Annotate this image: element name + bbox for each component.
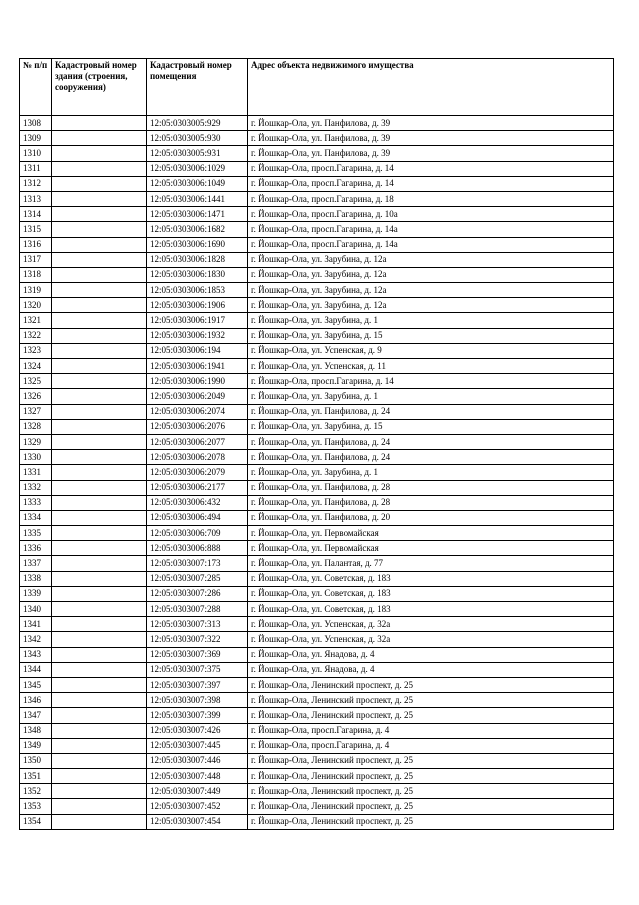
address-cell: г. Йошкар-Ола, ул. Советская, д. 183 (248, 586, 614, 601)
room-cadastral-cell: 12:05:0303006:1690 (147, 237, 248, 252)
building-cadastral-cell (52, 814, 147, 829)
table-row (20, 647, 614, 662)
address-cell: г. Йошкар-Ола, ул. Панфилова, д. 39 (248, 131, 614, 146)
address-cell: г. Йошкар-Ола, просп.Гагарина, д. 18 (248, 191, 614, 206)
table-row (20, 283, 614, 298)
building-cadastral-cell (52, 708, 147, 723)
room-cadastral-cell: 12:05:0303006:1853 (147, 283, 248, 298)
row-number-cell: 1325 (20, 374, 52, 389)
room-cadastral-cell: 12:05:0303007:426 (147, 723, 248, 738)
table-row (20, 602, 614, 617)
table-row (20, 237, 614, 252)
row-number-cell: 1336 (20, 541, 52, 556)
table-row (20, 434, 614, 449)
table-row (20, 131, 614, 146)
address-cell: г. Йошкар-Ола, ул. Успенская, д. 9 (248, 343, 614, 358)
table-row (20, 799, 614, 814)
address-cell: г. Йошкар-Ола, ул. Панфилова, д. 24 (248, 434, 614, 449)
table-row (20, 465, 614, 480)
room-cadastral-cell: 12:05:0303006:2077 (147, 434, 248, 449)
row-number-cell: 1327 (20, 404, 52, 419)
room-cadastral-cell: 12:05:0303007:452 (147, 799, 248, 814)
row-number-cell: 1349 (20, 738, 52, 753)
row-number-cell: 1343 (20, 647, 52, 662)
building-cadastral-cell (52, 313, 147, 328)
room-cadastral-cell: 12:05:0303006:1441 (147, 191, 248, 206)
row-number-cell: 1329 (20, 434, 52, 449)
row-number-cell: 1344 (20, 662, 52, 677)
address-cell: г. Йошкар-Ола, Ленинский проспект, д. 25 (248, 693, 614, 708)
building-cadastral-cell (52, 161, 147, 176)
row-number-cell: 1338 (20, 571, 52, 586)
building-cadastral-cell (52, 662, 147, 677)
row-number-cell: 1310 (20, 146, 52, 161)
header-row (20, 59, 614, 116)
room-cadastral-cell: 12:05:0303007:454 (147, 814, 248, 829)
building-cadastral-cell (52, 723, 147, 738)
address-cell: г. Йошкар-Ола, Ленинский проспект, д. 25 (248, 784, 614, 799)
address-cell: г. Йошкар-Ола, ул. Советская, д. 183 (248, 602, 614, 617)
building-cadastral-cell (52, 434, 147, 449)
table-row (20, 252, 614, 267)
table-header (20, 59, 614, 116)
building-cadastral-cell (52, 465, 147, 480)
address-cell: г. Йошкар-Ола, ул. Зарубина, д. 1 (248, 389, 614, 404)
building-cadastral-cell (52, 510, 147, 525)
header-number: № п/п (20, 59, 52, 116)
room-cadastral-cell: 12:05:0303006:194 (147, 343, 248, 358)
address-cell: г. Йошкар-Ола, ул. Панфилова, д. 39 (248, 146, 614, 161)
table-row (20, 222, 614, 237)
building-cadastral-cell (52, 753, 147, 768)
address-cell: г. Йошкар-Ола, ул. Панфилова, д. 20 (248, 510, 614, 525)
address-cell: г. Йошкар-Ола, ул. Зарубина, д. 12а (248, 267, 614, 282)
address-cell: г. Йошкар-Ола, ул. Первомайская (248, 541, 614, 556)
address-cell: г. Йошкар-Ола, Ленинский проспект, д. 25 (248, 814, 614, 829)
row-number-cell: 1320 (20, 298, 52, 313)
room-cadastral-cell: 12:05:0303007:446 (147, 753, 248, 768)
row-number-cell: 1322 (20, 328, 52, 343)
building-cadastral-cell (52, 738, 147, 753)
row-number-cell: 1353 (20, 799, 52, 814)
building-cadastral-cell (52, 450, 147, 465)
building-cadastral-cell (52, 176, 147, 191)
table-row (20, 723, 614, 738)
building-cadastral-cell (52, 389, 147, 404)
building-cadastral-cell (52, 677, 147, 692)
row-number-cell: 1332 (20, 480, 52, 495)
room-cadastral-cell: 12:05:0303006:1906 (147, 298, 248, 313)
building-cadastral-cell (52, 191, 147, 206)
address-cell: г. Йошкар-Ола, ул. Советская, д. 183 (248, 571, 614, 586)
address-cell: г. Йошкар-Ола, ул. Зарубина, д. 12а (248, 283, 614, 298)
room-cadastral-cell: 12:05:0303005:931 (147, 146, 248, 161)
building-cadastral-cell (52, 404, 147, 419)
room-cadastral-cell: 12:05:0303006:1932 (147, 328, 248, 343)
table-row (20, 176, 614, 191)
row-number-cell: 1342 (20, 632, 52, 647)
address-cell: г. Йошкар-Ола, ул. Янадова, д. 4 (248, 647, 614, 662)
row-number-cell: 1331 (20, 465, 52, 480)
room-cadastral-cell: 12:05:0303007:399 (147, 708, 248, 723)
building-cadastral-cell (52, 541, 147, 556)
room-cadastral-cell: 12:05:0303006:1830 (147, 267, 248, 282)
building-cadastral-cell (52, 374, 147, 389)
table-row (20, 207, 614, 222)
room-cadastral-cell: 12:05:0303006:888 (147, 541, 248, 556)
address-cell: г. Йошкар-Ола, ул. Зарубина, д. 15 (248, 419, 614, 434)
room-cadastral-cell: 12:05:0303006:432 (147, 495, 248, 510)
address-cell: г. Йошкар-Ола, Ленинский проспект, д. 25 (248, 769, 614, 784)
address-cell: г. Йошкар-Ола, Ленинский проспект, д. 25 (248, 708, 614, 723)
building-cadastral-cell (52, 359, 147, 374)
table-row (20, 677, 614, 692)
room-cadastral-cell: 12:05:0303007:322 (147, 632, 248, 647)
building-cadastral-cell (52, 131, 147, 146)
row-number-cell: 1328 (20, 419, 52, 434)
room-cadastral-cell: 12:05:0303006:1917 (147, 313, 248, 328)
address-cell: г. Йошкар-Ола, просп.Гагарина, д. 14 (248, 374, 614, 389)
room-cadastral-cell: 12:05:0303007:445 (147, 738, 248, 753)
building-cadastral-cell (52, 116, 147, 131)
address-cell: г. Йошкар-Ола, ул. Янадова, д. 4 (248, 662, 614, 677)
row-number-cell: 1346 (20, 693, 52, 708)
table-row (20, 450, 614, 465)
building-cadastral-cell (52, 602, 147, 617)
room-cadastral-cell: 12:05:0303006:709 (147, 526, 248, 541)
building-cadastral-cell (52, 693, 147, 708)
row-number-cell: 1335 (20, 526, 52, 541)
room-cadastral-cell: 12:05:0303007:398 (147, 693, 248, 708)
building-cadastral-cell (52, 617, 147, 632)
room-cadastral-cell: 12:05:0303006:2074 (147, 404, 248, 419)
address-cell: г. Йошкар-Ола, просп.Гагарина, д. 4 (248, 738, 614, 753)
table-row (20, 769, 614, 784)
building-cadastral-cell (52, 632, 147, 647)
room-cadastral-cell: 12:05:0303006:2049 (147, 389, 248, 404)
building-cadastral-cell (52, 146, 147, 161)
table-row (20, 116, 614, 131)
table-row (20, 267, 614, 282)
row-number-cell: 1354 (20, 814, 52, 829)
building-cadastral-cell (52, 222, 147, 237)
room-cadastral-cell: 12:05:0303006:1990 (147, 374, 248, 389)
address-cell: г. Йошкар-Ола, просп.Гагарина, д. 14а (248, 237, 614, 252)
row-number-cell: 1316 (20, 237, 52, 252)
row-number-cell: 1313 (20, 191, 52, 206)
row-number-cell: 1337 (20, 556, 52, 571)
table-row (20, 328, 614, 343)
address-cell: г. Йошкар-Ола, ул. Зарубина, д. 1 (248, 313, 614, 328)
address-cell: г. Йошкар-Ола, Ленинский проспект, д. 25 (248, 677, 614, 692)
address-cell: г. Йошкар-Ола, ул. Панфилова, д. 24 (248, 450, 614, 465)
row-number-cell: 1340 (20, 602, 52, 617)
building-cadastral-cell (52, 495, 147, 510)
address-cell: г. Йошкар-Ола, ул. Панфилова, д. 24 (248, 404, 614, 419)
room-cadastral-cell: 12:05:0303007:375 (147, 662, 248, 677)
address-cell: г. Йошкар-Ола, Ленинский проспект, д. 25 (248, 753, 614, 768)
row-number-cell: 1339 (20, 586, 52, 601)
address-cell: г. Йошкар-Ола, Ленинский проспект, д. 25 (248, 799, 614, 814)
table-row (20, 541, 614, 556)
room-cadastral-cell: 12:05:0303007:369 (147, 647, 248, 662)
table-row (20, 693, 614, 708)
table-row (20, 571, 614, 586)
address-cell: г. Йошкар-Ола, ул. Панфилова, д. 28 (248, 495, 614, 510)
address-cell: г. Йошкар-Ола, ул. Зарубина, д. 15 (248, 328, 614, 343)
table-row (20, 343, 614, 358)
table-row (20, 495, 614, 510)
row-number-cell: 1326 (20, 389, 52, 404)
address-cell: г. Йошкар-Ола, ул. Панфилова, д. 28 (248, 480, 614, 495)
building-cadastral-cell (52, 769, 147, 784)
address-cell: г. Йошкар-Ола, ул. Зарубина, д. 12а (248, 298, 614, 313)
building-cadastral-cell (52, 556, 147, 571)
room-cadastral-cell: 12:05:0303006:2076 (147, 419, 248, 434)
table-row (20, 510, 614, 525)
address-cell: г. Йошкар-Ола, ул. Успенская, д. 11 (248, 359, 614, 374)
row-number-cell: 1318 (20, 267, 52, 282)
table-row (20, 374, 614, 389)
table-row (20, 161, 614, 176)
building-cadastral-cell (52, 252, 147, 267)
row-number-cell: 1345 (20, 677, 52, 692)
table-row (20, 419, 614, 434)
address-cell: г. Йошкар-Ола, просп.Гагарина, д. 4 (248, 723, 614, 738)
address-cell: г. Йошкар-Ола, ул. Зарубина, д. 1 (248, 465, 614, 480)
room-cadastral-cell: 12:05:0303005:929 (147, 116, 248, 131)
row-number-cell: 1347 (20, 708, 52, 723)
room-cadastral-cell: 12:05:0303006:1471 (147, 207, 248, 222)
building-cadastral-cell (52, 480, 147, 495)
room-cadastral-cell: 12:05:0303007:397 (147, 677, 248, 692)
room-cadastral-cell: 12:05:0303006:1049 (147, 176, 248, 191)
table-row (20, 784, 614, 799)
table-row (20, 359, 614, 374)
row-number-cell: 1308 (20, 116, 52, 131)
table-row (20, 480, 614, 495)
row-number-cell: 1323 (20, 343, 52, 358)
room-cadastral-cell: 12:05:0303005:930 (147, 131, 248, 146)
row-number-cell: 1314 (20, 207, 52, 222)
building-cadastral-cell (52, 586, 147, 601)
header-address: Адрес объекта недвижимого имущества (248, 59, 614, 116)
header-room-cadastral-number: Кадастровый номер помещения (147, 59, 248, 116)
row-number-cell: 1348 (20, 723, 52, 738)
row-number-cell: 1317 (20, 252, 52, 267)
building-cadastral-cell (52, 647, 147, 662)
table-row (20, 298, 614, 313)
table-row (20, 708, 614, 723)
room-cadastral-cell: 12:05:0303007:448 (147, 769, 248, 784)
building-cadastral-cell (52, 799, 147, 814)
table-row (20, 556, 614, 571)
header-building-cadastral-number: Кадастровый номер здания (строения, сооружения) (52, 59, 147, 116)
row-number-cell: 1311 (20, 161, 52, 176)
address-cell: г. Йошкар-Ола, ул. Зарубина, д. 12а (248, 252, 614, 267)
table-row (20, 662, 614, 677)
building-cadastral-cell (52, 267, 147, 282)
room-cadastral-cell: 12:05:0303007:288 (147, 602, 248, 617)
address-cell: г. Йошкар-Ола, ул. Успенская, д. 32а (248, 617, 614, 632)
table-row (20, 586, 614, 601)
row-number-cell: 1334 (20, 510, 52, 525)
table-row (20, 753, 614, 768)
room-cadastral-cell: 12:05:0303006:2078 (147, 450, 248, 465)
building-cadastral-cell (52, 571, 147, 586)
table-row (20, 191, 614, 206)
table-row (20, 617, 614, 632)
address-cell: г. Йошкар-Ола, просп.Гагарина, д. 14а (248, 222, 614, 237)
address-cell: г. Йошкар-Ола, ул. Палантая, д. 77 (248, 556, 614, 571)
building-cadastral-cell (52, 784, 147, 799)
row-number-cell: 1341 (20, 617, 52, 632)
room-cadastral-cell: 12:05:0303006:2177 (147, 480, 248, 495)
table-row (20, 814, 614, 829)
room-cadastral-cell: 12:05:0303006:494 (147, 510, 248, 525)
table-row (20, 389, 614, 404)
address-cell: г. Йошкар-Ола, ул. Первомайская (248, 526, 614, 541)
row-number-cell: 1319 (20, 283, 52, 298)
row-number-cell: 1321 (20, 313, 52, 328)
building-cadastral-cell (52, 419, 147, 434)
table-row (20, 738, 614, 753)
building-cadastral-cell (52, 298, 147, 313)
room-cadastral-cell: 12:05:0303006:1828 (147, 252, 248, 267)
building-cadastral-cell (52, 343, 147, 358)
row-number-cell: 1351 (20, 769, 52, 784)
building-cadastral-cell (52, 237, 147, 252)
building-cadastral-cell (52, 328, 147, 343)
row-number-cell: 1309 (20, 131, 52, 146)
table-row (20, 313, 614, 328)
table-row (20, 404, 614, 419)
row-number-cell: 1315 (20, 222, 52, 237)
room-cadastral-cell: 12:05:0303006:1682 (147, 222, 248, 237)
table-row (20, 632, 614, 647)
address-cell: г. Йошкар-Ола, ул. Успенская, д. 32а (248, 632, 614, 647)
table-row (20, 526, 614, 541)
room-cadastral-cell: 12:05:0303006:1941 (147, 359, 248, 374)
room-cadastral-cell: 12:05:0303007:173 (147, 556, 248, 571)
building-cadastral-cell (52, 283, 147, 298)
table-body (20, 116, 614, 830)
room-cadastral-cell: 12:05:0303007:449 (147, 784, 248, 799)
row-number-cell: 1350 (20, 753, 52, 768)
row-number-cell: 1330 (20, 450, 52, 465)
room-cadastral-cell: 12:05:0303006:2079 (147, 465, 248, 480)
room-cadastral-cell: 12:05:0303007:286 (147, 586, 248, 601)
building-cadastral-cell (52, 526, 147, 541)
table-row (20, 146, 614, 161)
address-cell: г. Йошкар-Ола, ул. Панфилова, д. 39 (248, 116, 614, 131)
address-cell: г. Йошкар-Ола, просп.Гагарина, д. 10а (248, 207, 614, 222)
room-cadastral-cell: 12:05:0303006:1029 (147, 161, 248, 176)
row-number-cell: 1333 (20, 495, 52, 510)
address-cell: г. Йошкар-Ола, просп.Гагарина, д. 14 (248, 176, 614, 191)
row-number-cell: 1324 (20, 359, 52, 374)
room-cadastral-cell: 12:05:0303007:313 (147, 617, 248, 632)
row-number-cell: 1312 (20, 176, 52, 191)
row-number-cell: 1352 (20, 784, 52, 799)
property-registry-table (19, 58, 614, 830)
room-cadastral-cell: 12:05:0303007:285 (147, 571, 248, 586)
building-cadastral-cell (52, 207, 147, 222)
address-cell: г. Йошкар-Ола, просп.Гагарина, д. 14 (248, 161, 614, 176)
